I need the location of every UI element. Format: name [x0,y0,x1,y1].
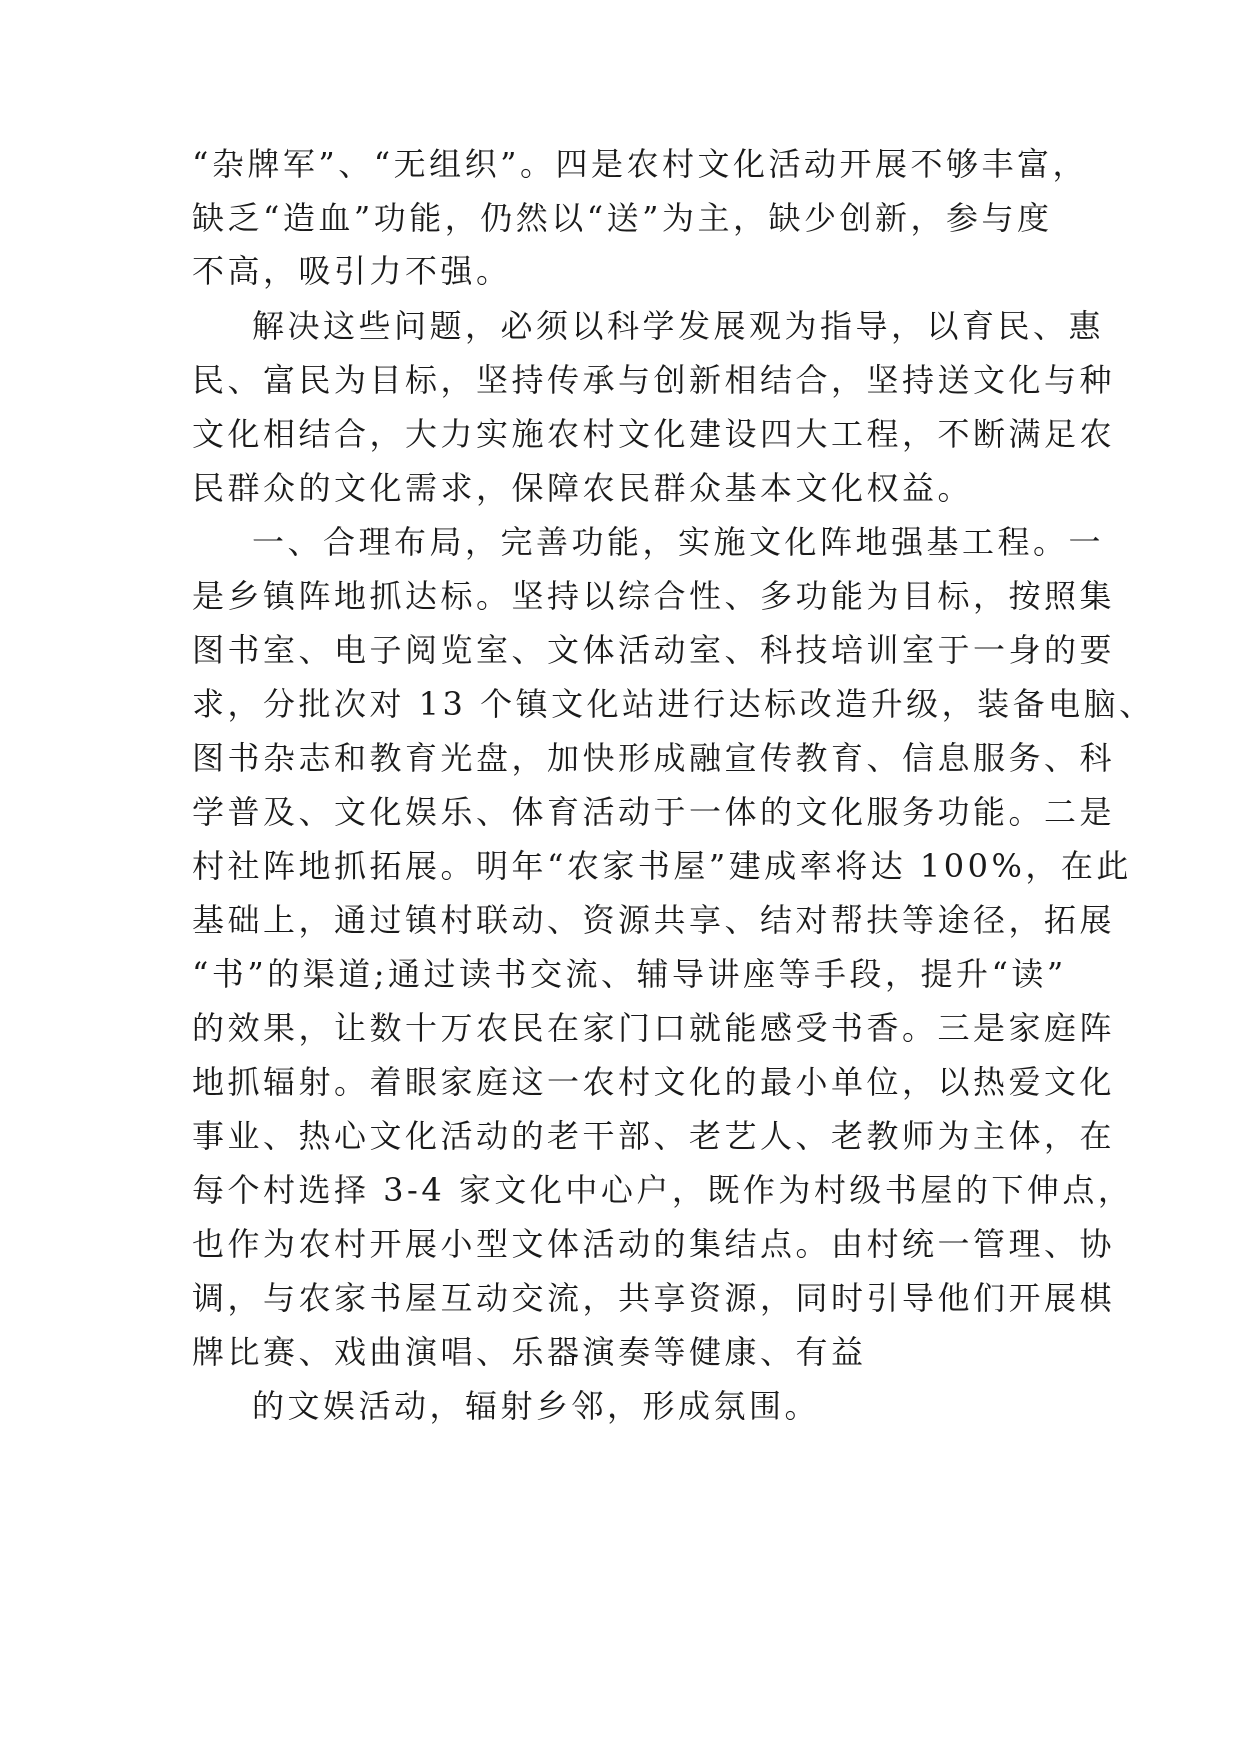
text-line: 图书室、电子阅览室、文体活动室、科技培训室于一身的要 [192,631,1116,669]
text-line: 学普及、文化娱乐、体育活动于一体的文化服务功能。二是 [192,793,1116,831]
text-line: 求，分批次对 13 个镇文化站进行达标改造升级，装备电脑、 [192,685,1155,723]
text-line: 缺乏“造血”功能，仍然以“送”为主，缺少创新，参与度 [192,199,1053,237]
text-line: 不高，吸引力不强。 [192,252,512,290]
paragraph-first-line: 的文娱活动，辐射乡邻，形成氛围。 [252,1387,821,1425]
text-line: “杂牌军”、“无组织”。四是农村文化活动开展不够丰富， [192,145,1088,183]
text-line: 民、富民为目标，坚持传承与创新相结合，坚持送文化与种 [192,361,1116,399]
text-line: 的效果，让数十万农民在家门口就能感受书香。三是家庭阵 [192,1009,1116,1047]
text-line: 调，与农家书屋互动交流，共享资源，同时引导他们开展棋 [192,1279,1116,1317]
text-line: 是乡镇阵地抓达标。坚持以综合性、多功能为目标，按照集 [192,577,1116,615]
text-line: 民群众的文化需求，保障农民群众基本文化权益。 [192,469,974,507]
text-line: “书”的渠道;通过读书交流、辅导讲座等手段，提升“读” [192,955,1067,993]
text-line: 事业、热心文化活动的老干部、老艺人、老教师为主体，在 [192,1117,1116,1155]
text-line: 地抓辐射。着眼家庭这一农村文化的最小单位，以热爱文化 [192,1063,1116,1101]
paragraph-first-line: 一、合理布局，完善功能，实施文化阵地强基工程。一 [252,523,1105,561]
text-line: 图书杂志和教育光盘，加快形成融宣传教育、信息服务、科 [192,739,1116,777]
text-line: 也作为农村开展小型文体活动的集结点。由村统一管理、协 [192,1225,1116,1263]
text-line: 牌比赛、戏曲演唱、乐器演奏等健康、有益 [192,1333,867,1371]
paragraph-first-line: 解决这些问题，必须以科学发展观为指导，以育民、惠 [252,307,1105,345]
text-line: 每个村选择 3-4 家文化中心户，既作为村级书屋的下伸点， [192,1171,1134,1209]
text-line: 文化相结合，大力实施农村文化建设四大工程，不断满足农 [192,415,1116,453]
text-line: 村社阵地抓拓展。明年“农家书屋”建成率将达 100%，在此 [192,847,1132,885]
text-line: 基础上，通过镇村联动、资源共享、结对帮扶等途径，拓展 [192,901,1116,939]
